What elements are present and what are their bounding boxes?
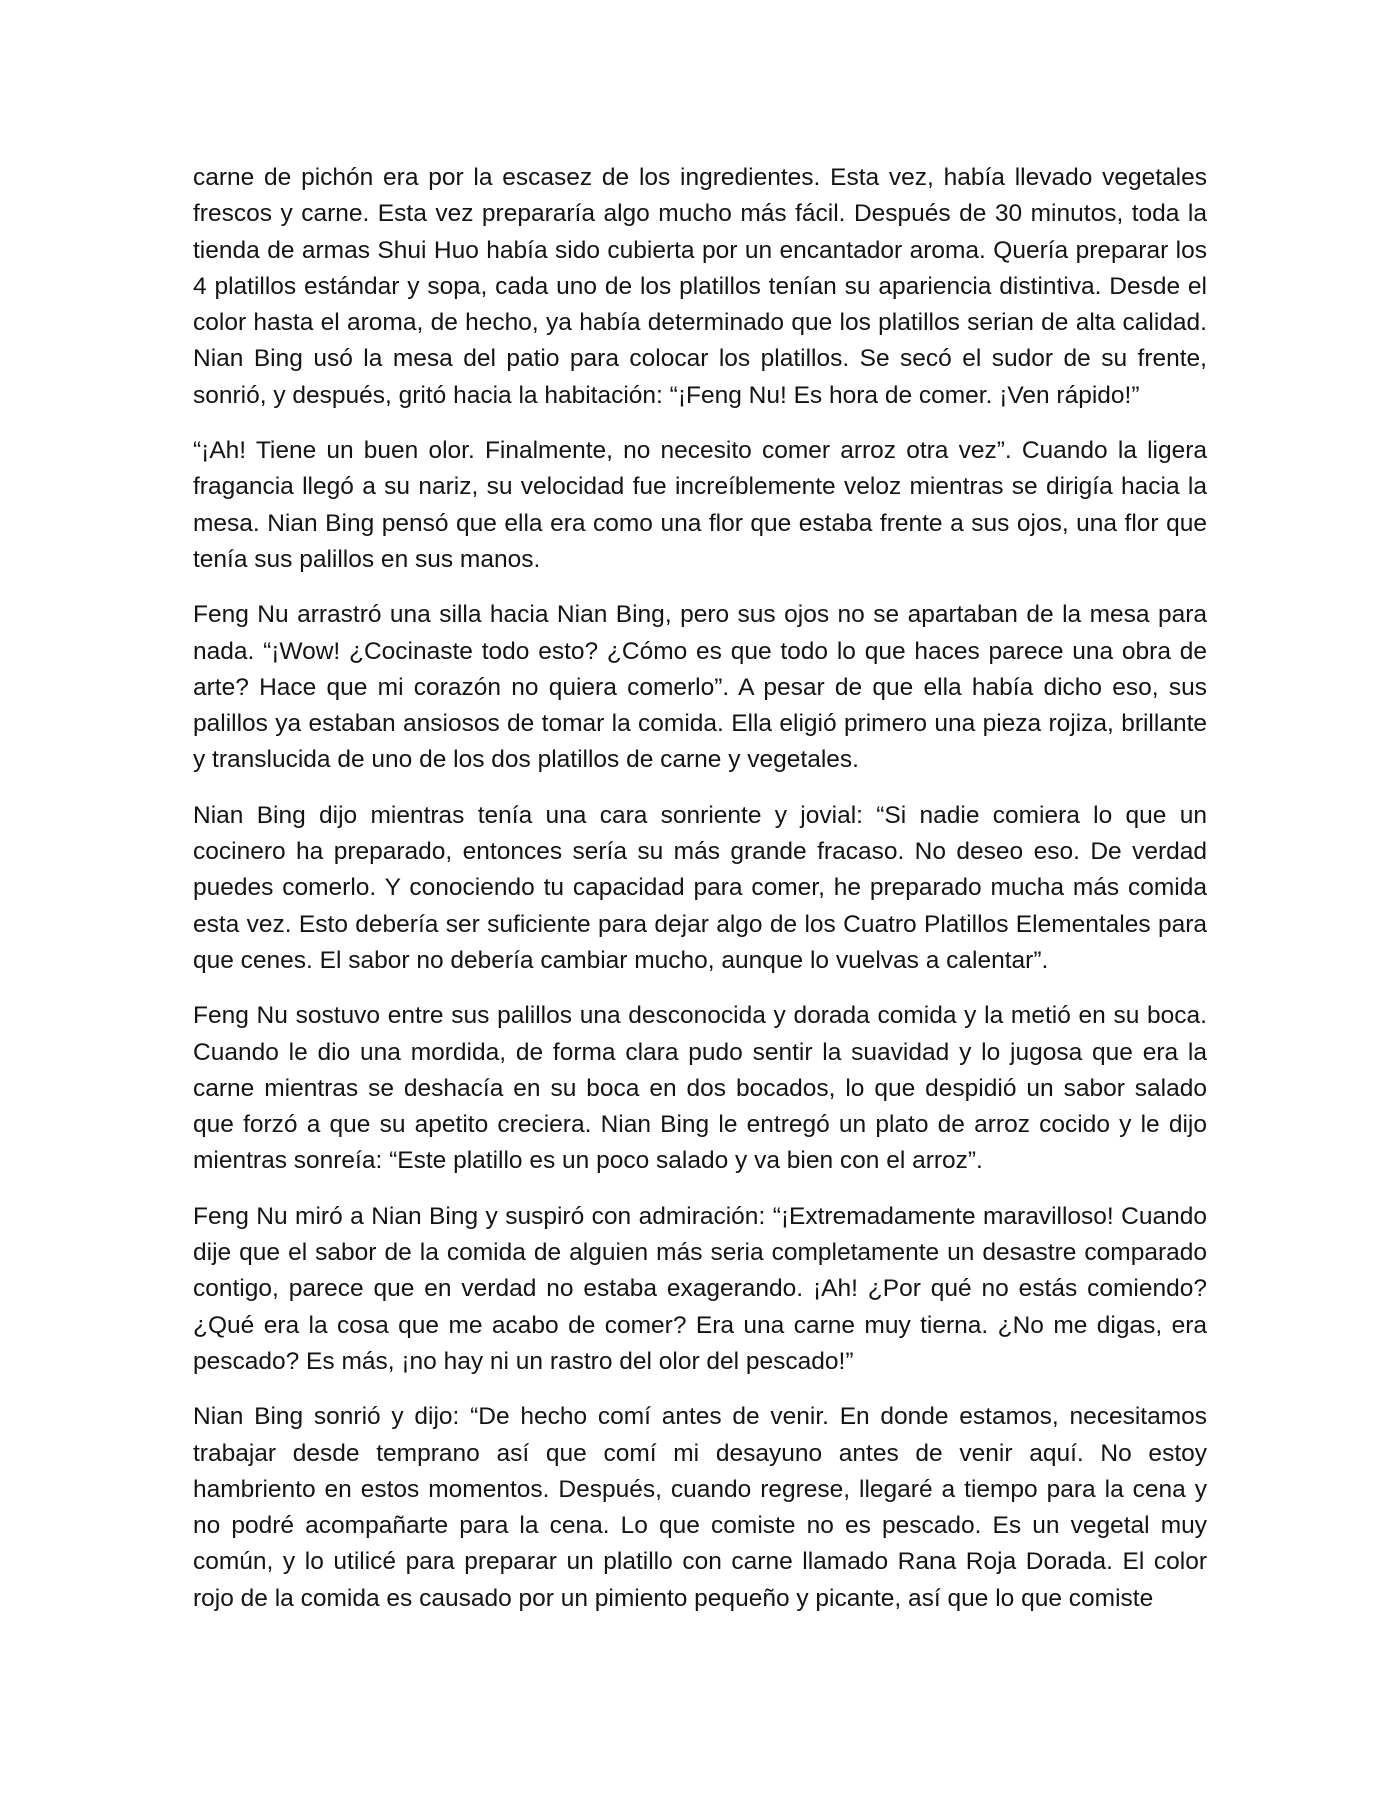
paragraph-2: “¡Ah! Tiene un buen olor. Finalmente, no necesito comer arroz otra vez”. Cuando la ligera fragancia llegó a su nariz, su velocidad fue increíblemente veloz mientras se dirigía hacia la mesa. Nian Bing pensó que ella era como una flor que estaba frente a sus ojos, una flor que tenía sus palillos en sus manos. xyxy=(193,437,1207,573)
paragraph-5: Feng Nu sostuvo entre sus palillos una desconocida y dorada comida y la metió en su boca. Cuando le dio una mordida, de forma clara pudo sentir la suavidad y lo jugosa que era la carne mientras se deshacía en su boca en dos bocados, lo que despidió un sabor salado que forzó a que su apetito creciera. Nian Bing le entregó un plato de arroz cocido y le dijo mientras sonreía: “Este platillo es un poco salado y va bien con el arroz”. xyxy=(193,1002,1207,1175)
paragraph-7: Nian Bing sonrió y dijo: “De hecho comí antes de venir. En donde estamos, necesitamos trabajar desde temprano así que comí mi desayuno antes de venir aquí. No estoy hambriento en estos momentos. Después, cuando regrese, llegaré a tiempo para la cena y no podré acompañarte para la cena. Lo que comiste no es pescado. Es un vegetal muy común, y lo utilicé para preparar un platillo con carne llamado Rana Roja Dorada. El color rojo de la comida es causado por un pimiento pequeño y picante, así que lo que comiste xyxy=(193,1403,1207,1612)
document-body xyxy=(193,160,1207,1636)
paragraph-6: Feng Nu miró a Nian Bing y suspiró con admiración: “¡Extremadamente maravilloso! Cuando dije que el sabor de la comida de alguien más seria completamente un desastre comparado contigo, parece que en verdad no estaba exagerando. ¡Ah! ¿Por qué no estás comiendo? ¿Qué era la cosa que me acabo de comer? Era una carne muy tierna. ¿No me digas, era pescado? Es más, ¡no hay ni un rastro del olor del pescado!” xyxy=(193,1202,1207,1375)
paragraph-3: Feng Nu arrastró una silla hacia Nian Bing, pero sus ojos no se apartaban de la mesa para nada. “¡Wow! ¿Cocinaste todo esto? ¿Cómo es que todo lo que haces parece una obra de arte? Hace que mi corazón no quiera comerlo”. A pesar de que ella había dicho eso, sus palillos ya estaban ansiosos de tomar la comida. Ella eligió primero una pieza rojiza, brillante y translucida de uno de los dos platillos de carne y vegetales. xyxy=(193,601,1207,774)
paragraph-1: carne de pichón era por la escasez de los ingredientes. Esta vez, había llevado vegetales frescos y carne. Esta vez prepararía algo mucho más fácil. Después de 30 minutos, toda la tienda de armas Shui Huo había sido cubierta por un encantador aroma. Quería preparar los 4 platillos estándar y sopa, cada uno de los platillos tenían su apariencia distintiva. Desde el color hasta el aroma, de hecho, ya había determinado que los platillos serian de alta calidad. Nian Bing usó la mesa del patio para colocar los platillos. Se secó el sudor de su frente, sonrió, y después, gritó hacia la habitación: “¡Feng Nu! Es hora de comer. ¡Ven rápido!” xyxy=(193,164,1207,409)
paragraph-4: Nian Bing dijo mientras tenía una cara sonriente y jovial: “Si nadie comiera lo que un cocinero ha preparado, entonces sería su más grande fracaso. No deseo eso. De verdad puedes comerlo. Y conociendo tu capacidad para comer, he preparado mucha más comida esta vez. Esto debería ser suficiente para dejar algo de los Cuatro Platillos Elementales para que cenes. El sabor no debería cambiar mucho, aunque lo vuelvas a calentar”. xyxy=(193,801,1207,974)
